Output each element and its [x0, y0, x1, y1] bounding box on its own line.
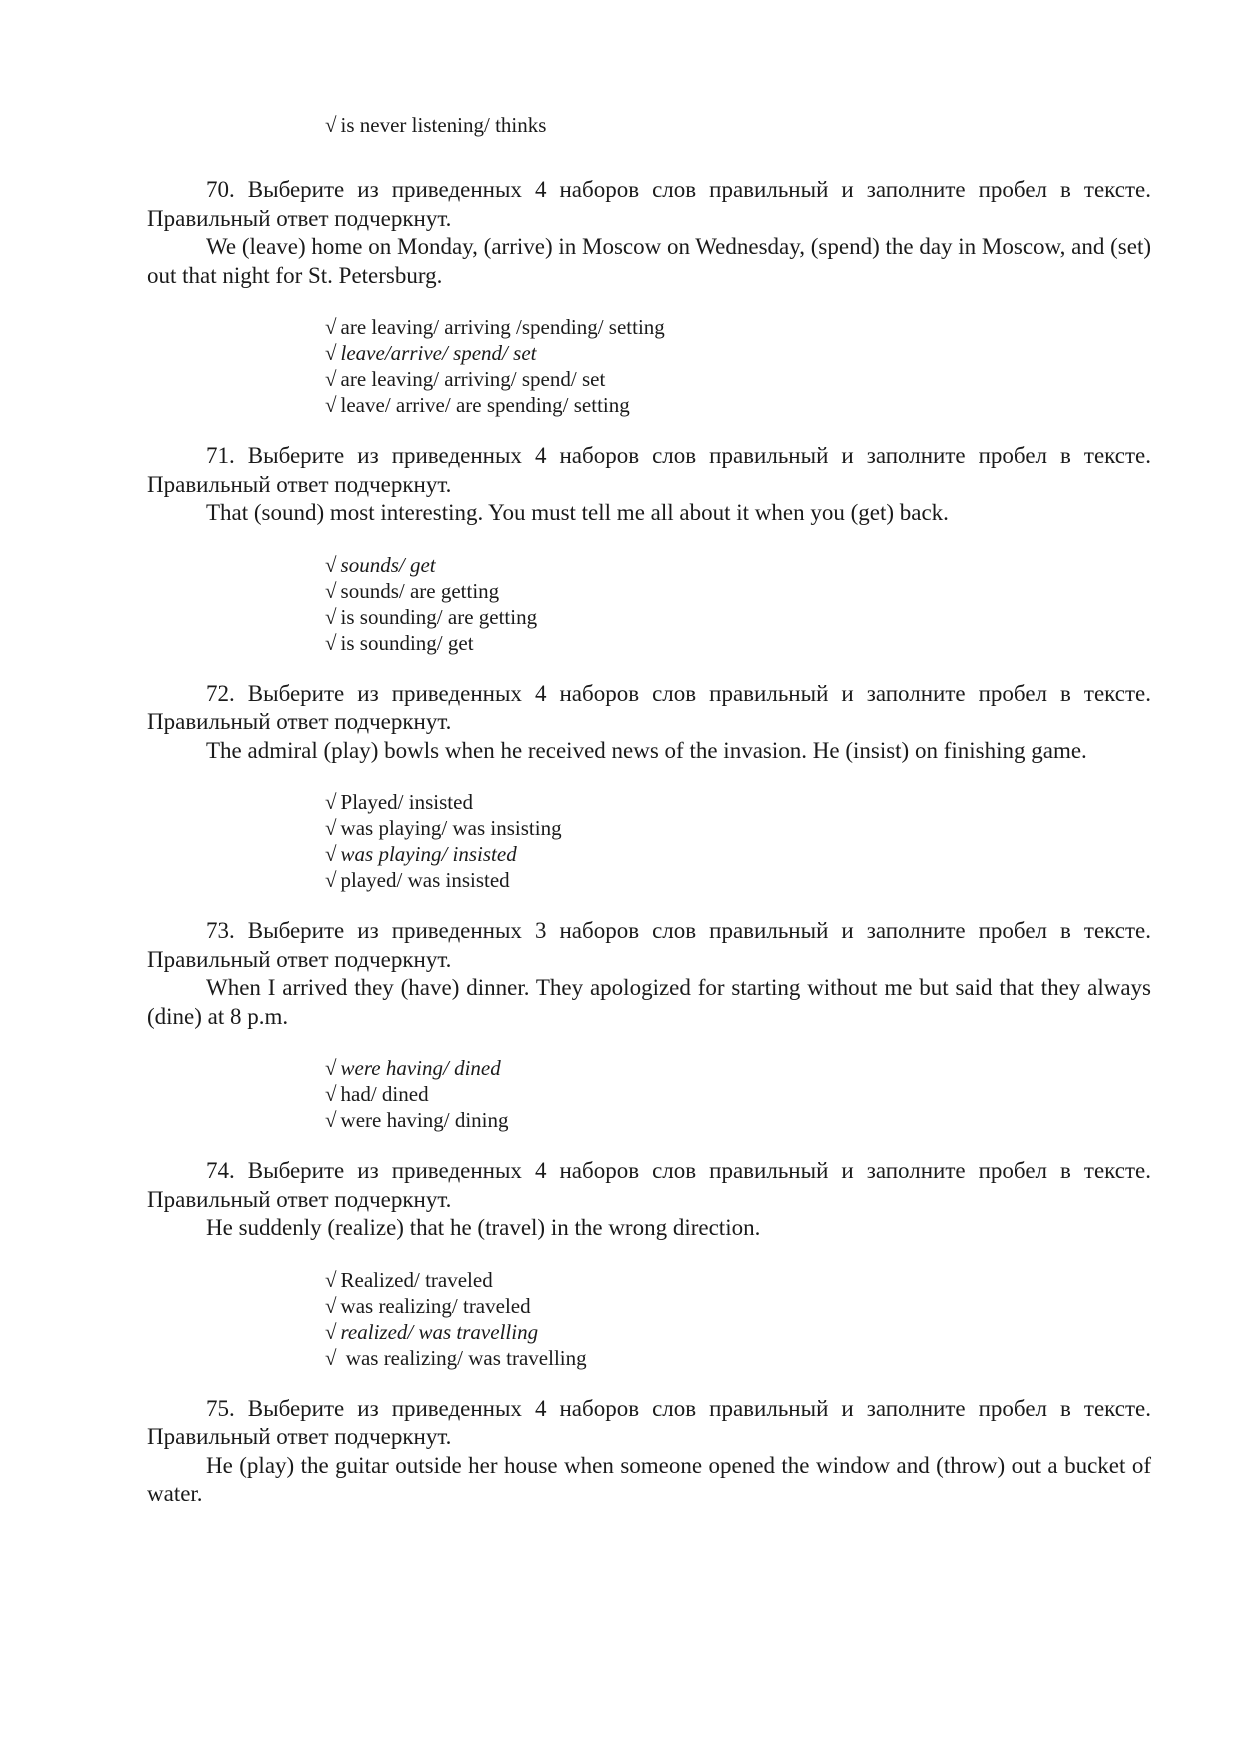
answer-option: [325, 815, 1151, 841]
option-text: leave/ arrive/ are spending/ setting: [340, 393, 630, 417]
question-sentence: He (play) the guitar outside her house when someone opened the window and (throw) out a bucket of water.: [147, 1452, 1151, 1506]
question-instruction: [147, 442, 1151, 499]
check-mark-icon: √: [325, 1345, 337, 1370]
question-header: 70. Выберите из приведенных 4 наборов слов правильный и заполните пробел в тексте.: [206, 177, 1151, 202]
option-text: were having/ dining: [340, 1108, 509, 1132]
option-list: [325, 1055, 1151, 1133]
question-header: 74. Выберите из приведенных 4 наборов слов правильный и заполните пробел в тексте.: [206, 1158, 1151, 1183]
answer-option: [325, 604, 1151, 630]
question-block: [147, 1395, 1151, 1509]
question-instruction: [147, 1157, 1151, 1214]
option-text: are leaving/ arriving/ spend/ set: [340, 367, 606, 391]
question-note: Правильный ответ подчеркнут.: [147, 1186, 452, 1212]
question-sentence: We (leave) home on Monday, (arrive) in Moscow on Wednesday, (spend) the day in Moscow, and (set) out that night for St. Petersburg.: [147, 234, 1151, 288]
check-mark-icon: √: [325, 1267, 337, 1292]
option-text: was playing/ insisted: [340, 842, 517, 866]
question-block: [147, 917, 1151, 1157]
answer-option: [325, 1107, 1151, 1133]
check-mark-icon: √: [325, 393, 337, 417]
answer-option: [325, 578, 1151, 604]
correct-answer-option: [325, 841, 1151, 867]
correct-answer-option: [325, 340, 1151, 366]
answer-option: [325, 366, 1151, 392]
answer-option: [325, 1267, 1151, 1293]
answer-option: [325, 314, 1151, 340]
question-block: [147, 1157, 1151, 1395]
question-sentence: When I arrived they (have) dinner. They apologized for starting without me but said that they always (dine) at 8 p.m.: [147, 975, 1151, 1029]
question-sentence: That (sound) most interesting. You must tell me all about it when you (get) back.: [206, 500, 949, 525]
option-list: [325, 314, 1151, 418]
check-mark-icon: √: [325, 367, 337, 391]
check-mark-icon: √: [325, 1293, 337, 1318]
question-block: [147, 176, 1151, 442]
option-text: were having/ dined: [340, 1056, 501, 1080]
question-note: Правильный ответ подчеркнут.: [147, 709, 452, 734]
preceding-option-list: [325, 112, 1151, 138]
question-instruction: [147, 1395, 1151, 1452]
option-text: is sounding/ get: [340, 630, 474, 655]
option-text: are leaving/ arriving /spending/ setting: [340, 315, 665, 339]
check-mark-icon: √: [325, 1108, 337, 1132]
check-mark-icon: √: [325, 790, 337, 814]
question-note: Правильный ответ подчеркнут.: [147, 946, 452, 972]
check-mark-icon: √: [325, 630, 337, 655]
option-text: Played/ insisted: [340, 790, 473, 814]
answer-option: [325, 789, 1151, 815]
question-block: [147, 442, 1151, 680]
question-instruction: [147, 680, 1151, 737]
question-sentence: The admiral (play) bowls when he received news of the invasion. He (insist) on finishing game.: [206, 737, 1087, 763]
question-block: [147, 680, 1151, 918]
option-list: [325, 789, 1151, 893]
answer-option: [325, 392, 1151, 418]
check-mark-icon: √: [325, 1056, 337, 1080]
option-list: [325, 1267, 1151, 1371]
check-mark-icon: √: [325, 816, 337, 840]
question-note: Правильный ответ подчеркнут.: [147, 205, 452, 231]
check-mark-icon: √: [325, 1319, 337, 1344]
option-list: [325, 552, 1151, 656]
question-header: 71. Выберите из приведенных 4 наборов слов правильный и заполните пробел в тексте.: [206, 443, 1151, 468]
question-sentence: He suddenly (realize) that he (travel) in the wrong direction.: [206, 1215, 761, 1240]
answer-option: [325, 1293, 1151, 1319]
check-mark-icon: √: [325, 341, 337, 365]
option-text: is sounding/ are getting: [340, 604, 538, 629]
question-list: [147, 176, 1151, 1509]
option-text: leave/arrive/ spend/ set: [340, 341, 537, 365]
option-text: played/ was insisted: [340, 868, 510, 892]
correct-answer-option: [325, 1319, 1151, 1345]
answer-option: [325, 112, 1151, 138]
question-header: 72. Выберите из приведенных 4 наборов слов правильный и заполните пробел в тексте.: [206, 680, 1151, 706]
answer-option: [325, 630, 1151, 656]
option-text: is never listening/ thinks: [340, 113, 547, 137]
question-header: 75. Выберите из приведенных 4 наборов слов правильный и заполните пробел в тексте.: [206, 1395, 1151, 1421]
question-instruction: [147, 917, 1151, 974]
question-header: 73. Выберите из приведенных 3 наборов слов правильный и заполните пробел в тексте.: [206, 918, 1151, 943]
correct-answer-option: [325, 1055, 1151, 1081]
page-content: [147, 112, 1151, 1509]
check-mark-icon: √: [325, 842, 337, 866]
correct-answer-option: [325, 552, 1151, 578]
check-mark-icon: √: [325, 868, 337, 892]
check-mark-icon: √: [325, 578, 337, 603]
option-text: was realizing/ was travelling: [340, 1345, 587, 1370]
question-note: Правильный ответ подчеркнут.: [147, 471, 452, 497]
option-text: was realizing/ traveled: [340, 1293, 531, 1318]
check-mark-icon: √: [325, 604, 337, 629]
option-text: sounds/ get: [340, 552, 436, 577]
option-text: realized/ was travelling: [340, 1319, 539, 1344]
check-mark-icon: √: [325, 113, 337, 137]
question-note: Правильный ответ подчеркнут.: [147, 1424, 452, 1449]
answer-option: [325, 1345, 1151, 1371]
check-mark-icon: √: [325, 1082, 337, 1106]
question-instruction: [147, 176, 1151, 233]
answer-option: [325, 867, 1151, 893]
check-mark-icon: √: [325, 552, 337, 577]
option-text: had/ dined: [340, 1082, 429, 1106]
option-text: sounds/ are getting: [340, 578, 500, 603]
option-text: was playing/ was insisting: [340, 816, 562, 840]
check-mark-icon: √: [325, 315, 337, 339]
option-text: Realized/ traveled: [340, 1267, 493, 1292]
answer-option: [325, 1081, 1151, 1107]
